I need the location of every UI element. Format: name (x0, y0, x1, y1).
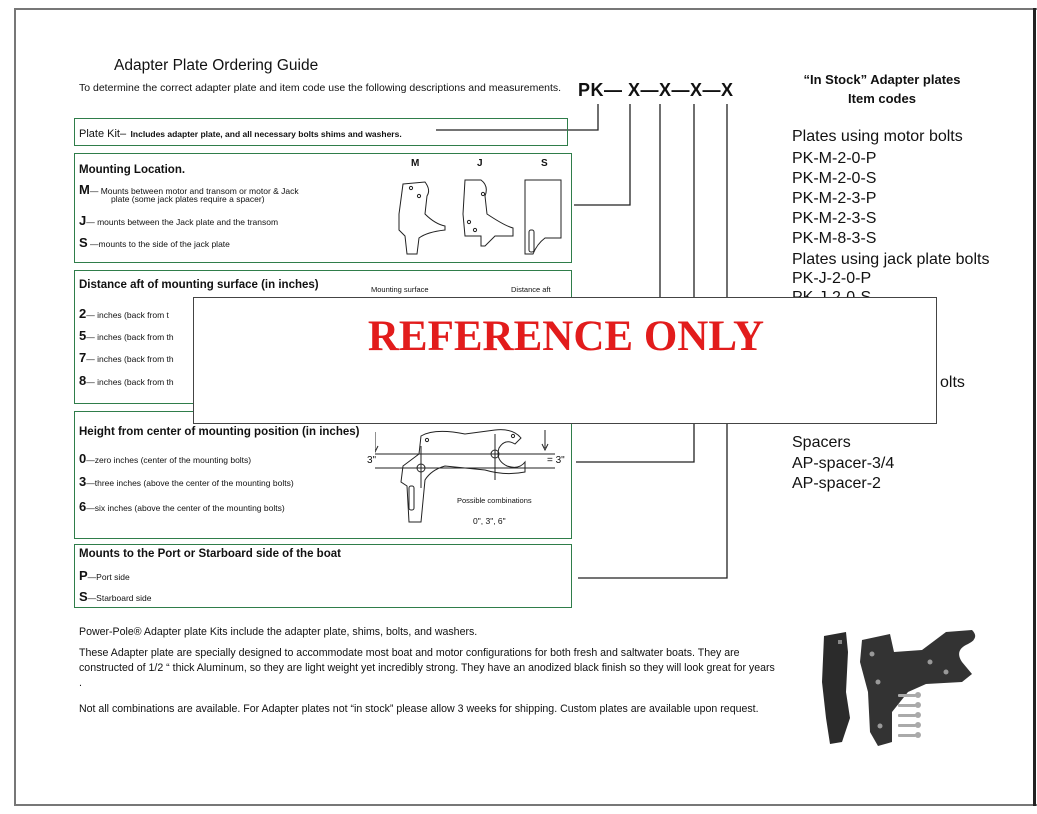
adapter-plate-product-photo (812, 622, 992, 762)
side-box (74, 544, 572, 608)
motor-item-5: PK-M-8-3-S (792, 230, 877, 247)
jack-item-1: PK-J-2-0-P (792, 270, 872, 287)
mounting-surface-label: Mounting surface (371, 285, 429, 294)
distance-item-2: 2— inches (back from t (79, 306, 169, 321)
height-heading: Height from center of mounting position (in inches) (79, 426, 360, 438)
spacer-item-1: AP-spacer-3/4 (792, 455, 895, 472)
mount-item-j: J— mounts between the Jack plate and the transom (79, 213, 279, 228)
height-item-0: 0—zero inches (center of the mounting bolts) (79, 451, 252, 466)
footer-paragraph-1: Power-Pole® Adapter plate Kits include the adapter plate, shims, bolts, and washers. (79, 626, 478, 638)
height-dim-left: 3" (367, 455, 377, 466)
mounting-location-box (74, 153, 572, 263)
col-label-s: S (541, 158, 548, 169)
distance-item-8: 8— inches (back from th (79, 373, 174, 388)
height-box (74, 411, 572, 539)
plate-kit-desc: Includes adapter plate, and all necessary bolts shims and washers. (130, 129, 402, 139)
combinations-values: 0", 3", 6" (473, 516, 506, 526)
spacers-heading: Spacers (792, 434, 851, 451)
mount-item-s: S —mounts to the side of the jack plate (79, 235, 230, 250)
distance-item-5: 5— inches (back from th (79, 328, 174, 343)
motor-item-3: PK-M-2-3-P (792, 190, 877, 207)
col-label-j: J (477, 158, 483, 169)
side-heading: Mounts to the Port or Starboard side of the boat (79, 548, 341, 560)
spacer-item-2: AP-spacer-2 (792, 475, 881, 492)
banner-text: REFERENCE ONLY (367, 313, 765, 360)
mount-item-m: M— Mounts between motor and transom or motor & Jack (79, 182, 299, 197)
height-item-3: 3—three inches (above the center of the mounting bolts) (79, 474, 294, 489)
distance-item-7: 7— inches (back from th (79, 350, 174, 365)
partial-heading: olts (940, 374, 965, 391)
jack-bolts-heading: Plates using jack plate bolts (792, 251, 990, 268)
side-item-starboard: S—Starboard side (79, 589, 152, 604)
plate-kit-box (74, 118, 568, 146)
item-code-format: PK— X—X—X—X (578, 80, 734, 100)
distance-heading: Distance aft of mounting surface (in inches) (79, 279, 319, 291)
mounting-location-heading: Mounting Location. (79, 164, 186, 176)
motor-item-2: PK-M-2-0-S (792, 170, 877, 187)
combinations-label: Possible combinations (457, 496, 532, 505)
motor-item-1: PK-M-2-0-P (792, 150, 877, 167)
motor-bolts-heading: Plates using motor bolts (792, 128, 963, 145)
side-item-port: P—Port side (79, 568, 130, 583)
height-dim-right: = 3" (547, 455, 565, 466)
reference-only-banner (193, 297, 937, 424)
in-stock-title: “In Stock” Adapter plates Item codes (803, 72, 961, 106)
mounting-plate-diagrams (385, 174, 565, 258)
motor-item-4: PK-M-2-3-S (792, 210, 877, 227)
plate-kit-row (79, 124, 402, 142)
height-plate-diagram (375, 426, 565, 526)
footer-paragraph-3: Not all combinations are available. For Adapter plates not “in stock” please allow 3 weeks for shipping. Custom plates are available upon request. (79, 703, 759, 715)
footer-paragraph-2: These Adapter plate are specially designed to accommodate most boat and motor configurations for both fresh and saltwater boats. They are constructed of 1/2 “ thick Aluminum, so they are light weight yet incredibly strong. They have an anodized black finish so they will look great for years . (79, 647, 775, 689)
plate-kit-label: Plate Kit– (79, 128, 127, 140)
mount-item-m-line2: plate (some jack plates require a spacer) (111, 194, 265, 204)
height-item-6: 6—six inches (above the center of the mounting bolts) (79, 499, 285, 514)
page-title: Adapter Plate Ordering Guide (114, 57, 319, 74)
intro-text: To determine the correct adapter plate and item code use the following descriptions and measurements. (79, 82, 562, 94)
distance-aft-label: Distance aft (511, 285, 551, 294)
col-label-m: M (411, 158, 420, 169)
